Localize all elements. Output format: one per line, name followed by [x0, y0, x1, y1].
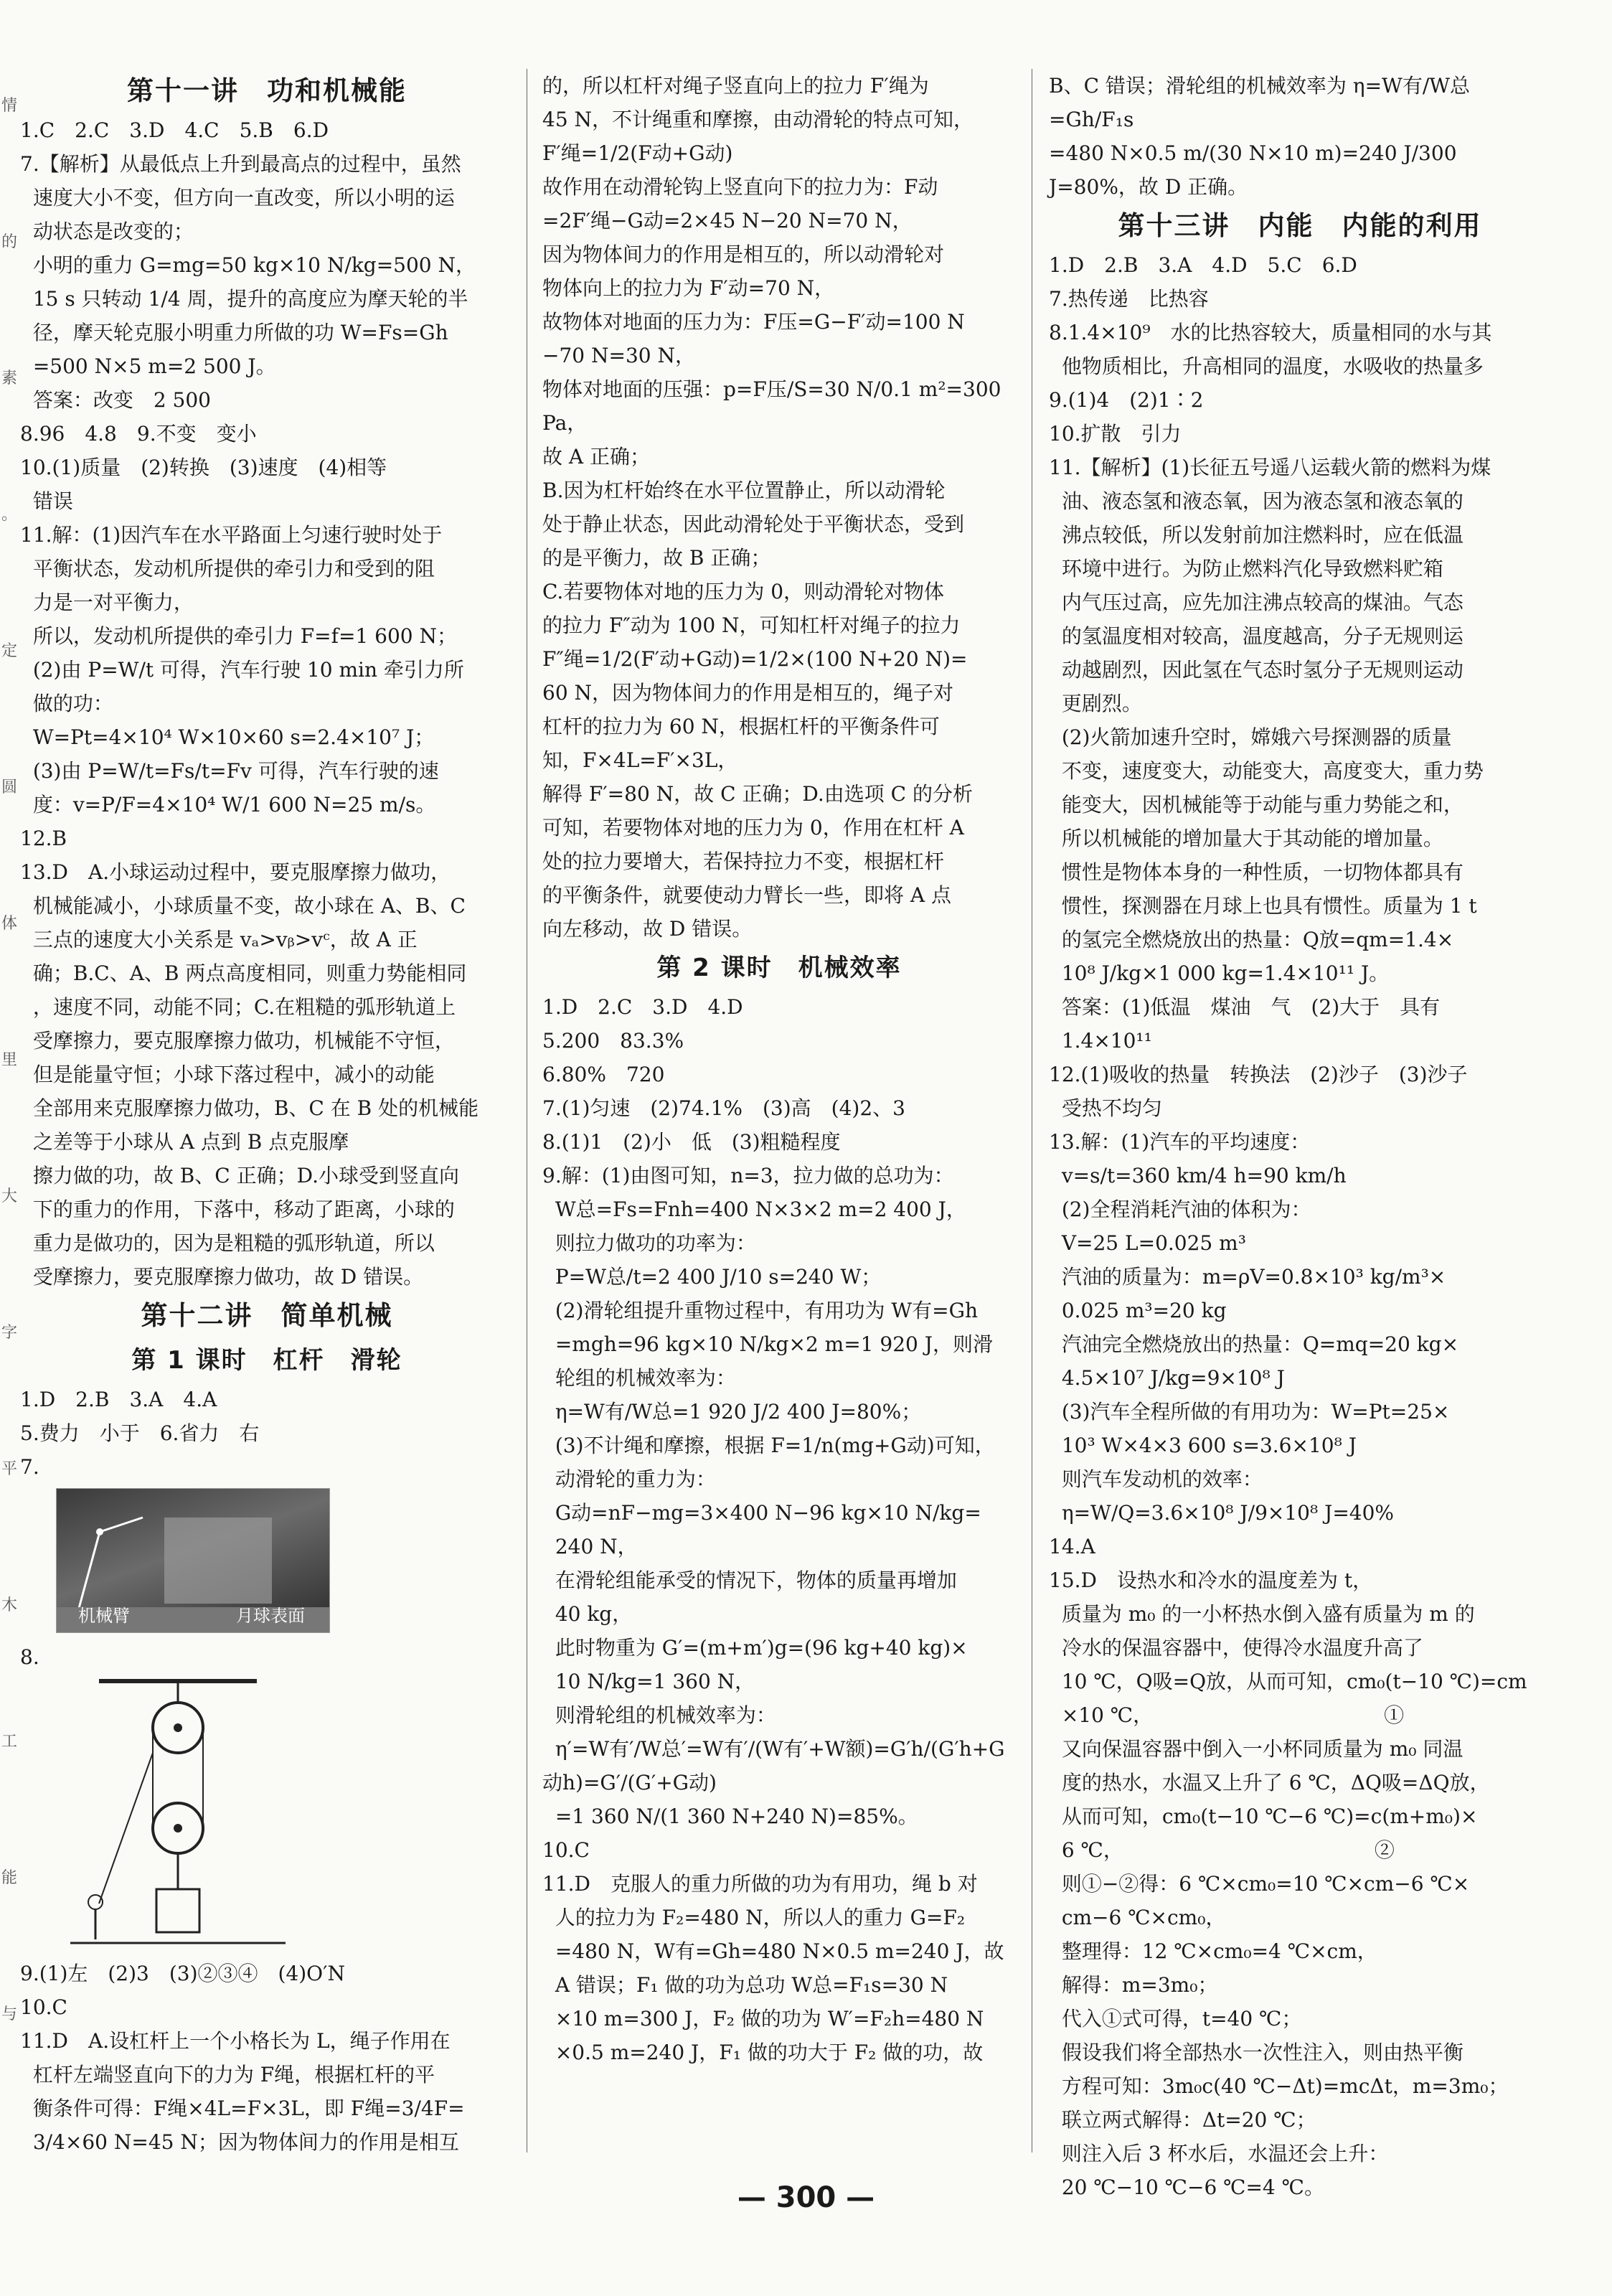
answer-line: =mgh=96 kg×10 N/kg×2 m=1 920 J，则滑 — [542, 1332, 993, 1356]
answer-line: 20 ℃−10 ℃−6 ℃=4 ℃。 — [1049, 2175, 1324, 2199]
answer-line: 7. — [20, 1455, 39, 1479]
answer-line: 8. — [20, 1645, 39, 1669]
robot-arm-photo — [56, 1488, 330, 1633]
answer-line: 11.D A.设杠杆上一个小格长为 L，绳子作用在 — [20, 2029, 451, 2053]
answer-line: 沸点较低，所以发射前加注燃料时，应在低温 — [1049, 523, 1463, 547]
answer-line: 下的重力的作用，下落中，移动了距离，小球的 — [20, 1198, 455, 1221]
answer-line: 之差等于小球从 A 点到 B 点克服摩 — [20, 1130, 349, 1154]
answer-line: 故作用在动滑轮钩上竖直向下的拉力为：F动 — [542, 175, 938, 199]
answer-line: 5.200 83.3% — [542, 1029, 684, 1053]
answer-line: 受摩擦力，要克服摩擦力做功，机械能不守恒， — [20, 1029, 455, 1053]
answer-line: −70 N=30 N， — [542, 344, 695, 367]
edge-mark: 字 — [1, 1324, 18, 1342]
answer-line: 速度大小不变，但方向一直改变，所以小明的运 — [20, 186, 455, 210]
answer-line: 度：v=P/F=4×10⁴ W/1 600 N=25 m/s。 — [20, 793, 436, 817]
answer-line: 9.(1)左 (2)3 (3)②③④ (4)O′N — [20, 1962, 345, 1985]
answer-line: 度的热水，水温又上升了 6 ℃，ΔQ吸=ΔQ放， — [1049, 1771, 1490, 1794]
answer-line: 7.(1)匀速 (2)74.1% (3)高 (4)2、3 — [542, 1096, 905, 1120]
answer-line: 7.热传递 比热容 — [1049, 287, 1209, 311]
answer-line: 12.B — [20, 827, 67, 850]
answer-block — [20, 1383, 514, 1484]
answer-line: 11.【解析】(1)长征五号遥八运载火箭的燃料为煤 — [1049, 456, 1491, 479]
page-number: — 300 — — [737, 2181, 875, 2214]
answer-line: 机械能减小，小球质量不变，故小球在 A、B、C — [20, 894, 466, 918]
answer-line: =500 N×5 m=2 500 J。 — [20, 354, 276, 378]
answer-line: =480 N×0.5 m/(30 N×10 m)=240 J/300 J=80%，故 D 正确。 — [1049, 141, 1463, 199]
answer-line: 11.D 克服人的重力所做的功为有用功，绳 b 对 — [542, 1872, 978, 1896]
answer-line: 1.D 2.B 3.A 4.D 5.C 6.D — [1049, 253, 1357, 277]
answer-line: 10.(1)质量 (2)转换 (3)速度 (4)相等 — [20, 456, 387, 479]
photo-label: 月球表面 — [236, 1606, 305, 1626]
answer-line: 则①−②得：6 ℃×cm₀=10 ℃×cm−6 ℃× — [1049, 1872, 1470, 1896]
answer-line: 3/4×60 N=45 N；因为物体间力的作用是相互 — [20, 2130, 459, 2154]
answer-line: 1.D 2.C 3.D 4.D — [542, 995, 743, 1019]
answer-line: 5.费力 小于 6.省力 右 — [20, 1421, 260, 1445]
answer-line: 惯性是物体本身的一种性质，一切物体都具有 — [1049, 860, 1463, 884]
answer-line: 所以机械能的增加量大于其动能的增加量。 — [1049, 827, 1443, 850]
answer-line: 能变大，因机械能等于动能与重力势能之和， — [1049, 793, 1463, 817]
answer-line: 动越剧烈，因此氢在气态时氢分子无规则运动 — [1049, 658, 1463, 682]
answer-line: 动状态是改变的； — [20, 220, 194, 243]
answer-line: 衡条件可得：F绳×4L=F×3L，即 F绳=3/4F= — [20, 2097, 465, 2120]
answer-line: 环境中进行。为防止燃料汽化导致燃料贮箱 — [1049, 557, 1443, 580]
answer-line: 的拉力 F″动为 100 N，可知杠杆对绳子的拉力 — [542, 613, 961, 637]
answer-line: =480 N，W有=Gh=480 N×0.5 m=240 J，故 — [542, 1939, 1004, 1963]
answer-line: (3)由 P=W/t=Fs/t=Fv 可得，汽车行驶的速 — [20, 759, 439, 783]
answer-line: ，速度不同，动能不同；C.在粗糙的弧形轨道上 — [20, 995, 456, 1019]
answer-line: C.若要物体对地的压力为 0，则动滑轮对物体 — [542, 580, 945, 603]
edge-mark: 能 — [1, 1869, 18, 1887]
answer-line: 不变，速度变大，动能变大，高度变大，重力势 — [1049, 759, 1484, 783]
answer-line: 受摩擦力，要克服摩擦力做功，故 D 错误。 — [20, 1265, 424, 1289]
answer-line: 全部用来克服摩擦力做功，B、C 在 B 处的机械能 — [20, 1096, 479, 1120]
section-heading: 第十三讲 内能 内能的利用 — [1118, 210, 1482, 241]
answer-line: 40 kg， — [542, 1602, 633, 1626]
answer-line: 的氢完全燃烧放出的热量：Q放=qm=1.4× — [1049, 928, 1454, 951]
answer-line: 惯性，探测器在月球上也具有惯性。质量为 1 t — [1049, 894, 1477, 918]
answer-line: B、C 错误；滑轮组的机械效率为 η=W有/W总=Gh/F₁s — [1049, 74, 1471, 131]
edge-mark: 的 — [1, 233, 18, 251]
answer-line: 整理得：12 ℃×cm₀=4 ℃×cm， — [1049, 1939, 1377, 1963]
answer-line: 可知，若要物体对地的压力为 0，作用在杠杆 A — [542, 816, 964, 839]
answer-line: 力是一对平衡力， — [20, 591, 194, 614]
answer-line: 汽油完全燃烧放出的热量：Q=mq=20 kg× — [1049, 1332, 1459, 1356]
answer-line: (3)不计绳和摩擦，根据 F=1/n(mg+G动)可知， — [542, 1434, 995, 1457]
answer-line: 240 N， — [542, 1535, 638, 1558]
edge-mark: 圆 — [1, 778, 18, 796]
answer-line: 油、液态氢和液态氧，因为液态氢和液态氧的 — [1049, 489, 1463, 513]
answer-line: 物体对地面的压强：p=F压/S=30 N/0.1 m²=300 Pa， — [542, 377, 1008, 435]
answer-line: 13.D A.小球运动过程中，要克服摩擦力做功， — [20, 860, 451, 884]
answer-line: 15 s 只转动 1/4 周，提升的高度应为摩天轮的半 — [20, 287, 468, 311]
answer-line: 10.C — [20, 1995, 67, 2019]
edge-mark: 工 — [1, 1733, 18, 1751]
answer-line: 8.1.4×10⁹ 水的比热容较大，质量相同的水与其 — [1049, 321, 1492, 344]
answer-line: 8.(1)1 (2)小 低 (3)粗糙程度 — [542, 1130, 841, 1154]
answer-line: 的是平衡力，故 B 正确； — [542, 546, 771, 570]
answer-line: V=25 L=0.025 m³ — [1049, 1231, 1246, 1255]
answer-line: 8.96 4.8 9.不变 变小 — [20, 422, 257, 446]
answer-line: 内气压过高，应先加注沸点较高的煤油。气态 — [1049, 591, 1463, 614]
edge-mark: 素 — [1, 370, 18, 387]
answer-line: 的平衡条件，就要使动力臂长一些，即将 A 点 — [542, 883, 952, 907]
answer-line: 的氢温度相对较高，温度越高，分子无规则运 — [1049, 624, 1463, 648]
answer-line: 的，所以杠杆对绳子竖直向上的拉力 F′绳为 — [542, 74, 929, 98]
answer-line: 杠杆左端竖直向下的力为 F绳，根据杠杆的平 — [20, 2063, 435, 2086]
answer-line: 1.C 2.C 3.D 4.C 5.B 6.D — [20, 118, 329, 142]
answer-line: ×10 m=300 J，F₂ 做的功为 W′=F₂h=480 N — [542, 2007, 984, 2031]
answer-line: 0.025 m³=20 kg — [1049, 1299, 1227, 1322]
answer-line: 6.80% 720 — [542, 1063, 665, 1086]
answer-line: 9.解：(1)由图可知，n=3，拉力做的总功为： — [542, 1164, 954, 1187]
column-middle — [542, 69, 1016, 2160]
answer-line: A 错误；F₁ 做的功为总功 W总=F₁s=30 N — [542, 1973, 948, 1997]
answer-line: 1.D 2.B 3.A 4.A — [20, 1388, 217, 1411]
answer-line: 10³ W×4×3 600 s=3.6×10⁸ J — [1049, 1434, 1357, 1457]
answer-line: 在滑轮组能承受的情况下，物体的质量再增加 — [542, 1568, 957, 1592]
left-edge-marks — [0, 0, 16, 2296]
answer-line: 杠杆的拉力为 60 N，根据杠杆的平衡条件可 — [542, 715, 940, 738]
answer-line: 更剧烈。 — [1049, 692, 1142, 715]
answer-line: (3)汽车全程所做的有用功为：W=Pt=25× — [1049, 1400, 1450, 1424]
answer-line: =1 360 N/(1 360 N+240 N)=85%。 — [542, 1805, 918, 1828]
answer-line: 则拉力做功的功率为： — [542, 1231, 756, 1255]
answer-line: F″绳=1/2(F′动+G动)=1/2×(100 N+20 N)= — [542, 647, 968, 671]
answer-line: 做的功： — [20, 692, 113, 715]
answer-line: (2)全程消耗汽油的体积为： — [1049, 1198, 1311, 1221]
answer-line: 因为物体间力的作用是相互的，所以动滑轮对 — [542, 243, 945, 266]
edge-mark: 。 — [1, 506, 18, 524]
answer-line: 此时物重为 G′=(m+m′)g=(96 kg+40 kg)× — [542, 1636, 968, 1660]
answer-line: (2)由 P=W/t 可得，汽车行驶 10 min 牵引力所 — [20, 658, 464, 682]
answer-line: 7.【解析】从最低点上升到最高点的过程中，虽然 — [20, 152, 461, 176]
answer-line: 15.D 设热水和冷水的温度差为 t， — [1049, 1568, 1373, 1592]
edge-mark: 定 — [1, 642, 18, 660]
answer-line: 联立两式解得：Δt=20 ℃； — [1049, 2108, 1316, 2132]
answer-line: 14.A — [1049, 1535, 1095, 1558]
answer-line: 10 N/kg=1 360 N， — [542, 1670, 755, 1693]
answer-line: F′绳=1/2(F动+G动) — [542, 141, 733, 165]
answer-line: 则滑轮组的机械效率为： — [542, 1703, 776, 1727]
edge-mark: 里 — [1, 1051, 18, 1069]
answer-line: 解得：m=3m₀； — [1049, 1973, 1218, 1997]
answer-line: 冷水的保温容器中，使得冷水温度升高了 — [1049, 1636, 1423, 1660]
answer-line: 10.C — [542, 1838, 590, 1862]
answer-line: 13.解：(1)汽车的平均速度： — [1049, 1130, 1311, 1154]
edge-mark: 木 — [1, 1596, 18, 1614]
answer-line: 假设我们将全部热水一次性注入，则由热平衡 — [1049, 2041, 1463, 2064]
answer-line: 物体向上的拉力为 F′动=70 N， — [542, 276, 835, 300]
column-left — [20, 69, 514, 2160]
answer-line: 又向保温容器中倒入一小杯同质量为 m₀ 同温 — [1049, 1737, 1463, 1761]
answer-line: =2F′绳−G动=2×45 N−20 N=70 N， — [542, 209, 913, 232]
answer-block — [1049, 69, 1551, 204]
answer-line: 所以，发动机所提供的牵引力 F=f=1 600 N； — [20, 624, 457, 648]
lesson-heading: 第 1 课时 杠杆 滑轮 — [131, 1346, 402, 1375]
answer-line: 9.(1)4 (2)1∶2 — [1049, 388, 1204, 412]
answer-line: B.因为杠杆始终在水平位置静止，所以动滑轮 — [542, 479, 946, 502]
answer-line: 答案：(1)低温 煤油 气 (2)大于 具有 — [1049, 995, 1441, 1019]
answer-line: 径，摩天轮克服小明重力所做的功 W=Fs=Gh — [20, 321, 448, 344]
edge-mark: 与 — [1, 2005, 18, 2023]
answer-line: 擦力做的功，故 B、C 正确；D.小球受到竖直向 — [20, 1164, 459, 1187]
answer-line: 三点的速度大小关系是 vₐ>vᵦ>vᶜ，故 A 正 — [20, 928, 418, 951]
answer-line: 错误 — [20, 489, 73, 513]
answer-line: 4.5×10⁷ J/kg=9×10⁸ J — [1049, 1366, 1285, 1390]
answer-line: 12.(1)吸收的热量 转换法 (2)沙子 (3)沙子 — [1049, 1063, 1468, 1086]
answer-line: 轮组的机械效率为： — [542, 1366, 736, 1390]
edge-mark: 体 — [1, 915, 18, 933]
answer-line: 解得 F′=80 N，故 C 正确；D.由选项 C 的分析 — [542, 782, 973, 806]
answer-line: 故 A 正确； — [542, 445, 651, 469]
answer-block — [20, 1957, 514, 2159]
photo-label: 机械臂 — [78, 1606, 130, 1626]
answer-line: 人的拉力为 F₂=480 N，所以人的重力 G=F₂ — [542, 1906, 966, 1929]
answer-line: 向左移动，故 D 错误。 — [542, 917, 753, 941]
answer-line: 从而可知，cm₀(t−10 ℃−6 ℃)=c(m+m₀)× — [1049, 1805, 1478, 1828]
edge-mark: 平 — [1, 1460, 18, 1478]
answer-line: ×0.5 m=240 J，F₁ 做的功大于 F₂ 做的功，故 — [542, 2041, 984, 2064]
column-right — [1049, 69, 1551, 2199]
answer-line: 10 ℃，Q吸=Q放，从而可知，cm₀(t−10 ℃)=cm — [1049, 1670, 1527, 1693]
answer-block — [542, 990, 1016, 2069]
answer-line: 1.4×10¹¹ — [1049, 1029, 1152, 1053]
answer-line: 但是能量守恒；小球下落过程中，减小的动能 — [20, 1063, 435, 1086]
answer-line: (2)滑轮组提升重物过程中，有用功为 W有=Gh — [542, 1299, 979, 1322]
answer-line: η=W有/W总=1 920 J/2 400 J=80%； — [542, 1400, 922, 1424]
answer-line: 11.解：(1)因汽车在水平路面上匀速行驶时处于 — [20, 523, 443, 547]
answer-block — [542, 69, 1016, 946]
answer-line: 10⁸ J/kg×1 000 kg=1.4×10¹¹ J。 — [1049, 961, 1390, 985]
edge-mark: 大 — [1, 1187, 18, 1205]
answer-line: 动滑轮的重力为： — [542, 1467, 716, 1491]
answer-line: 处的拉力要增大，若保持拉力不变，根据杠杆 — [542, 850, 945, 873]
answer-line: 60 N，因为物体间力的作用是相互的，绳子对 — [542, 681, 954, 705]
answer-line: v=s/t=360 km/4 h=90 km/h — [1049, 1164, 1347, 1187]
answer-line: (2)火箭加速升空时，嫦娥六号探测器的质量 — [1049, 725, 1452, 749]
answer-line: 则汽车发动机的效率： — [1049, 1467, 1263, 1491]
answer-line: 10.扩散 引力 — [1049, 422, 1182, 446]
section-heading: 第十二讲 简单机械 — [141, 1300, 393, 1331]
answer-line: 重力是做功的，因为是粗糙的弧形轨道，所以 — [20, 1231, 435, 1255]
answer-block — [1049, 248, 1551, 2204]
answer-line: 他物质相比，升高相同的温度，水吸收的热量多 — [1049, 354, 1484, 378]
answer-line: G动=nF−mg=3×400 N−96 kg×10 N/kg= — [542, 1501, 981, 1525]
answer-line: 方程可知：3m₀c(40 ℃−Δt)=mcΔt，m=3m₀； — [1049, 2074, 1509, 2098]
pulley-diagram — [70, 1674, 286, 1954]
section-heading: 第十一讲 功和机械能 — [127, 75, 407, 106]
edge-mark: 情 — [1, 97, 18, 115]
answer-line: ×10 ℃， ① — [1049, 1703, 1405, 1727]
answer-line: η′=W有′/W总′=W有′/(W有′+W额)=G′h/(G′h+G动h)=G′/(G′+G动) — [542, 1737, 1005, 1794]
answer-line: 小明的重力 G=mg=50 kg×10 N/kg=500 N， — [20, 253, 476, 277]
answer-line: P=W总/t=2 400 J/10 s=240 W； — [542, 1265, 882, 1289]
answer-line: 处于静止状态，因此动滑轮处于平衡状态，受到 — [542, 512, 965, 536]
answer-line: η=W/Q=3.6×10⁸ J/9×10⁸ J=40% — [1049, 1501, 1395, 1525]
answer-line: 知，F×4L=F′×3L， — [542, 748, 738, 772]
answer-line: W总=Fs=Fnh=400 N×3×2 m=2 400 J， — [542, 1198, 966, 1221]
answer-line: 确；B.C、A、B 两点高度相同，则重力势能相同 — [20, 961, 467, 985]
answer-line: 45 N，不计绳重和摩擦，由动滑轮的特点可知， — [542, 108, 974, 131]
answer-line: W=Pt=4×10⁴ W×10×60 s=2.4×10⁷ J； — [20, 725, 435, 749]
answer-line: 质量为 m₀ 的一小杯热水倒入盛有质量为 m 的 — [1049, 1602, 1475, 1626]
answer-line: 故物体对地面的压力为：F压=G−F′动=100 N — [542, 310, 965, 334]
answer-line: 则注入后 3 杯水后，水温还会上升： — [1049, 2142, 1389, 2165]
answer-line: 代入①式可得，t=40 ℃； — [1049, 2007, 1302, 2031]
answer-block — [20, 113, 514, 1294]
lesson-heading: 第 2 课时 机械效率 — [656, 954, 902, 982]
answer-line: 平衡状态，发动机所提供的牵引力和受到的阻 — [20, 557, 435, 580]
answer-line: 6 ℃， ② — [1049, 1838, 1395, 1862]
answer-line: cm−6 ℃×cm₀， — [1049, 1906, 1226, 1929]
answer-line: 汽油的质量为：m=ρV=0.8×10³ kg/m³× — [1049, 1265, 1446, 1289]
answer-line: 受热不均匀 — [1049, 1096, 1162, 1120]
answer-line: 答案：改变 2 500 — [20, 388, 211, 412]
